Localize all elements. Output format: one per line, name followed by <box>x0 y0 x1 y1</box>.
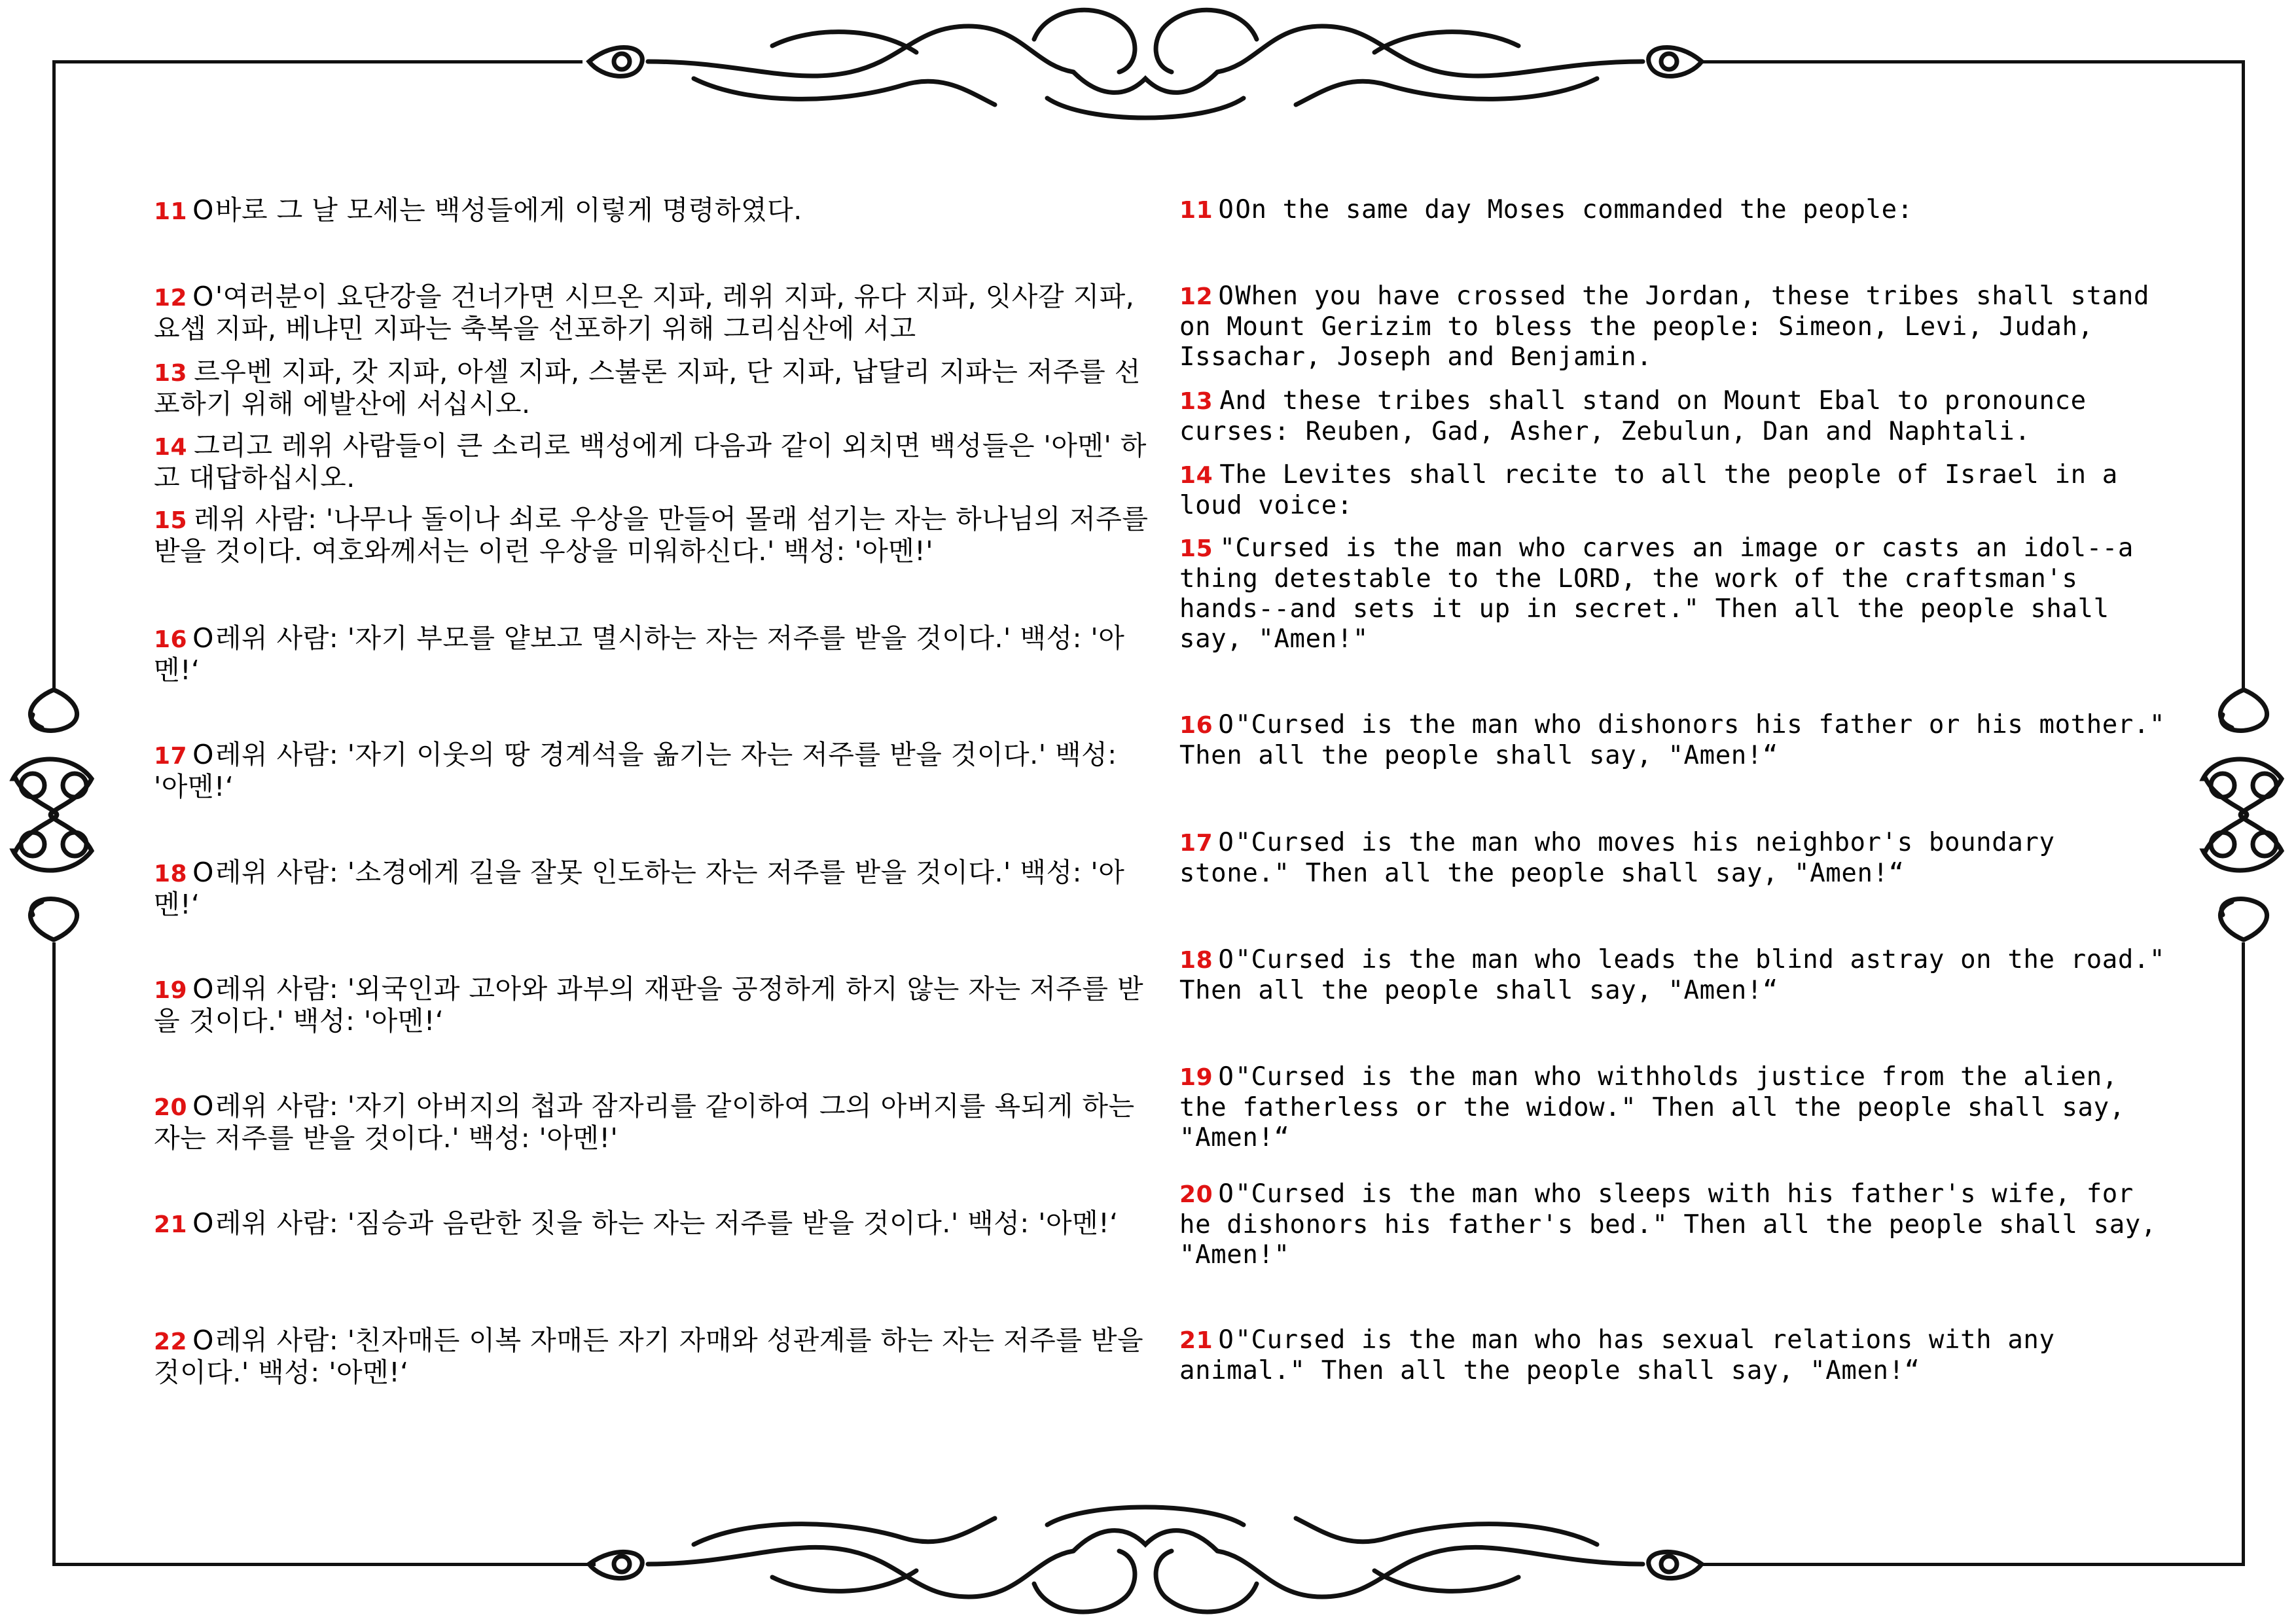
verse-number: 18 <box>154 861 188 887</box>
korean-verse <box>154 740 1149 802</box>
verse-number: 12 <box>154 285 188 312</box>
korean-verse <box>154 357 1149 419</box>
verse-mark: O <box>192 1090 214 1122</box>
english-verse <box>1179 281 2168 372</box>
verse-number: 14 <box>1179 462 1213 489</box>
verse-text: 레위 사람: '외국인과 고아와 과부의 재판을 공정하게 하지 않는 자는 저주를 받을 것이다.' 백성: '아멘!‘ <box>154 973 1144 1037</box>
verse-number: 18 <box>1179 947 1213 974</box>
verse-mark: O <box>192 1207 214 1239</box>
verse-mark: O <box>192 973 214 1005</box>
verse-number: 14 <box>154 434 188 461</box>
verse-mark: O <box>1218 828 1234 857</box>
verse-text: 레위 사람: '자기 아버지의 첩과 잠자리를 같이하여 그의 아버지를 욕되게 하는 자는 저주를 받을 것이다.' 백성: '아멘!' <box>154 1090 1135 1154</box>
verse-text: 레위 사람: '자기 이웃의 땅 경계석을 옮기는 자는 저주를 받을 것이다.' 백성: '아멘!‘ <box>154 739 1117 802</box>
verse-mark: O <box>1218 1325 1234 1355</box>
verse-number: 22 <box>154 1329 188 1355</box>
verse-text: "Cursed is the man who moves his neighbor's boundary stone." Then all the people shall say, "Amen!“ <box>1179 828 2055 888</box>
verse-number: 11 <box>1179 197 1213 224</box>
verse-mark: O <box>192 857 214 888</box>
verse-text: 레위 사람: '소경에게 길을 잘못 인도하는 자는 저주를 받을 것이다.' 백성: '아멘!‘ <box>154 857 1125 920</box>
verse-text: "Cursed is the man who carves an image or casts an idol--a thing detestable to the LORD, the work of the craftsman's hands--and sets it up in secret." Then all the people shall say, "Amen!" <box>1179 533 2134 654</box>
verse-mark: O <box>192 281 214 312</box>
korean-verse <box>154 195 1149 227</box>
verse-text: 레위 사람: '짐승과 음란한 짓을 하는 자는 저주를 받을 것이다.' 백성: '아멘!‘ <box>215 1207 1119 1239</box>
verse-number: 11 <box>154 198 188 225</box>
verse-mark: O <box>1218 281 1234 311</box>
english-verse <box>1179 386 2168 447</box>
korean-verse <box>154 974 1149 1036</box>
verse-number: 15 <box>154 507 188 534</box>
verse-mark: O <box>192 622 214 654</box>
verse-text: 레위 사람: '친자매든 이복 자매든 자기 자매와 성관계를 하는 자는 저주를 받을 것이다.' 백성: '아멘!‘ <box>154 1325 1144 1388</box>
verse-mark: O <box>192 1325 214 1356</box>
verse-mark: O <box>1218 710 1234 740</box>
verse-text: 레위 사람: '자기 부모를 얕보고 멸시하는 자는 저주를 받을 것이다.' 백성: '아멘!‘ <box>154 622 1125 686</box>
verse-text: "Cursed is the man who sleeps with his father's wife, for he dishonors his father's bed." Then all the people shall say, "Amen!" <box>1179 1179 2157 1270</box>
verse-text: "Cursed is the man who withholds justice from the alien, the fatherless or the widow." Then all the people shall say, "Amen!“ <box>1179 1062 2125 1152</box>
verse-number: 19 <box>154 977 188 1004</box>
verse-text: When you have crossed the Jordan, these tribes shall stand on Mount Gerizim to bless the people: Simeon, Levi, Judah, Issachar, Joseph and Benjamin. <box>1179 281 2150 372</box>
frame-top-right-line <box>1702 60 2245 63</box>
top-flourish-ornament <box>576 0 1715 131</box>
verse-text: On the same day Moses commanded the people: <box>1235 195 1913 224</box>
korean-verse <box>154 1325 1149 1387</box>
frame-left-bottom-line <box>52 942 56 1566</box>
verse-text: 그리고 레위 사람들이 큰 소리로 백성에게 다음과 같이 외치면 백성들은 '아멘' 하고 대답하십시오. <box>154 430 1147 493</box>
frame-bottom-right-line <box>1702 1563 2245 1566</box>
korean-verse <box>154 431 1149 493</box>
verse-text: The Levites shall recite to all the people of Israel in a loud voice: <box>1179 460 2118 520</box>
verse-number: 13 <box>154 360 188 387</box>
verse-text: 르우벤 지파, 갓 지파, 아셀 지파, 스불론 지파, 단 지파, 납달리 지파는 저주를 선포하기 위해 에발산에 서십시오. <box>154 356 1141 419</box>
verse-number: 17 <box>154 743 188 770</box>
right-side-ornament <box>2186 681 2296 949</box>
verse-text: 레위 사람: '나무나 돌이나 쇠로 우상을 만들어 몰래 섬기는 자는 하나님의 저주를 받을 것이다. 여호와께서는 이런 우상을 미워하신다.' 백성: '아멘!' <box>154 503 1149 567</box>
verse-number: 21 <box>1179 1327 1213 1354</box>
verse-number: 12 <box>1179 283 1213 310</box>
verse-number: 15 <box>1179 535 1213 562</box>
verse-number: 20 <box>154 1094 188 1121</box>
verse-mark: O <box>1218 195 1234 224</box>
bottom-flourish-ornament <box>576 1499 1715 1623</box>
verse-mark: O <box>192 739 214 770</box>
verse-number: 17 <box>1179 830 1213 857</box>
frame-left-top-line <box>52 60 56 688</box>
verse-number: 21 <box>154 1211 188 1238</box>
verse-number: 16 <box>1179 712 1213 739</box>
english-verse <box>1179 710 2168 771</box>
english-verse <box>1179 533 2168 654</box>
english-verse <box>1179 1179 2168 1270</box>
verse-text: And these tribes shall stand on Mount Ebal to pronounce curses: Reuben, Gad, Asher, Zebulun, Dan and Naphtali. <box>1179 386 2087 446</box>
korean-verse <box>154 623 1149 685</box>
korean-verse <box>154 1208 1149 1240</box>
verse-mark: O <box>1218 1062 1234 1092</box>
frame-top-left-line <box>52 60 583 63</box>
verse-mark: O <box>192 194 214 226</box>
verse-number: 20 <box>1179 1181 1213 1208</box>
left-side-ornament <box>0 681 111 949</box>
verse-text: '여러분이 요단강을 건너가면 시므온 지파, 레위 지파, 유다 지파, 잇사갈 지파, 요셉 지파, 베냐민 지파는 축복을 선포하기 위해 그리심산에 서고 <box>154 281 1135 344</box>
verse-text: "Cursed is the man who has sexual relations with any animal." Then all the people shall say, "Amen!“ <box>1179 1325 2055 1385</box>
verse-mark: O <box>1218 1179 1234 1209</box>
frame-right-bottom-line <box>2242 942 2245 1566</box>
verse-text: "Cursed is the man who dishonors his father or his mother." Then all the people shall say, "Amen!“ <box>1179 710 2166 770</box>
english-verse <box>1179 1325 2168 1386</box>
korean-verse <box>154 504 1149 566</box>
korean-verse <box>154 281 1149 344</box>
korean-verse <box>154 857 1149 919</box>
verse-number: 19 <box>1179 1064 1213 1091</box>
english-verse <box>1179 828 2168 889</box>
english-verse <box>1179 195 2168 226</box>
verse-mark: O <box>1218 945 1234 974</box>
english-verse <box>1179 945 2168 1006</box>
verse-number: 13 <box>1179 388 1213 415</box>
verse-text: 바로 그 날 모세는 백성들에게 이렇게 명령하였다. <box>215 194 802 226</box>
korean-verse <box>154 1091 1149 1153</box>
verse-number: 16 <box>154 626 188 653</box>
verse-text: "Cursed is the man who leads the blind astray on the road." Then all the people shall say, "Amen!“ <box>1179 945 2166 1005</box>
english-verse <box>1179 460 2168 521</box>
frame-right-top-line <box>2242 60 2245 688</box>
frame-bottom-left-line <box>52 1563 596 1566</box>
english-verse <box>1179 1062 2168 1153</box>
